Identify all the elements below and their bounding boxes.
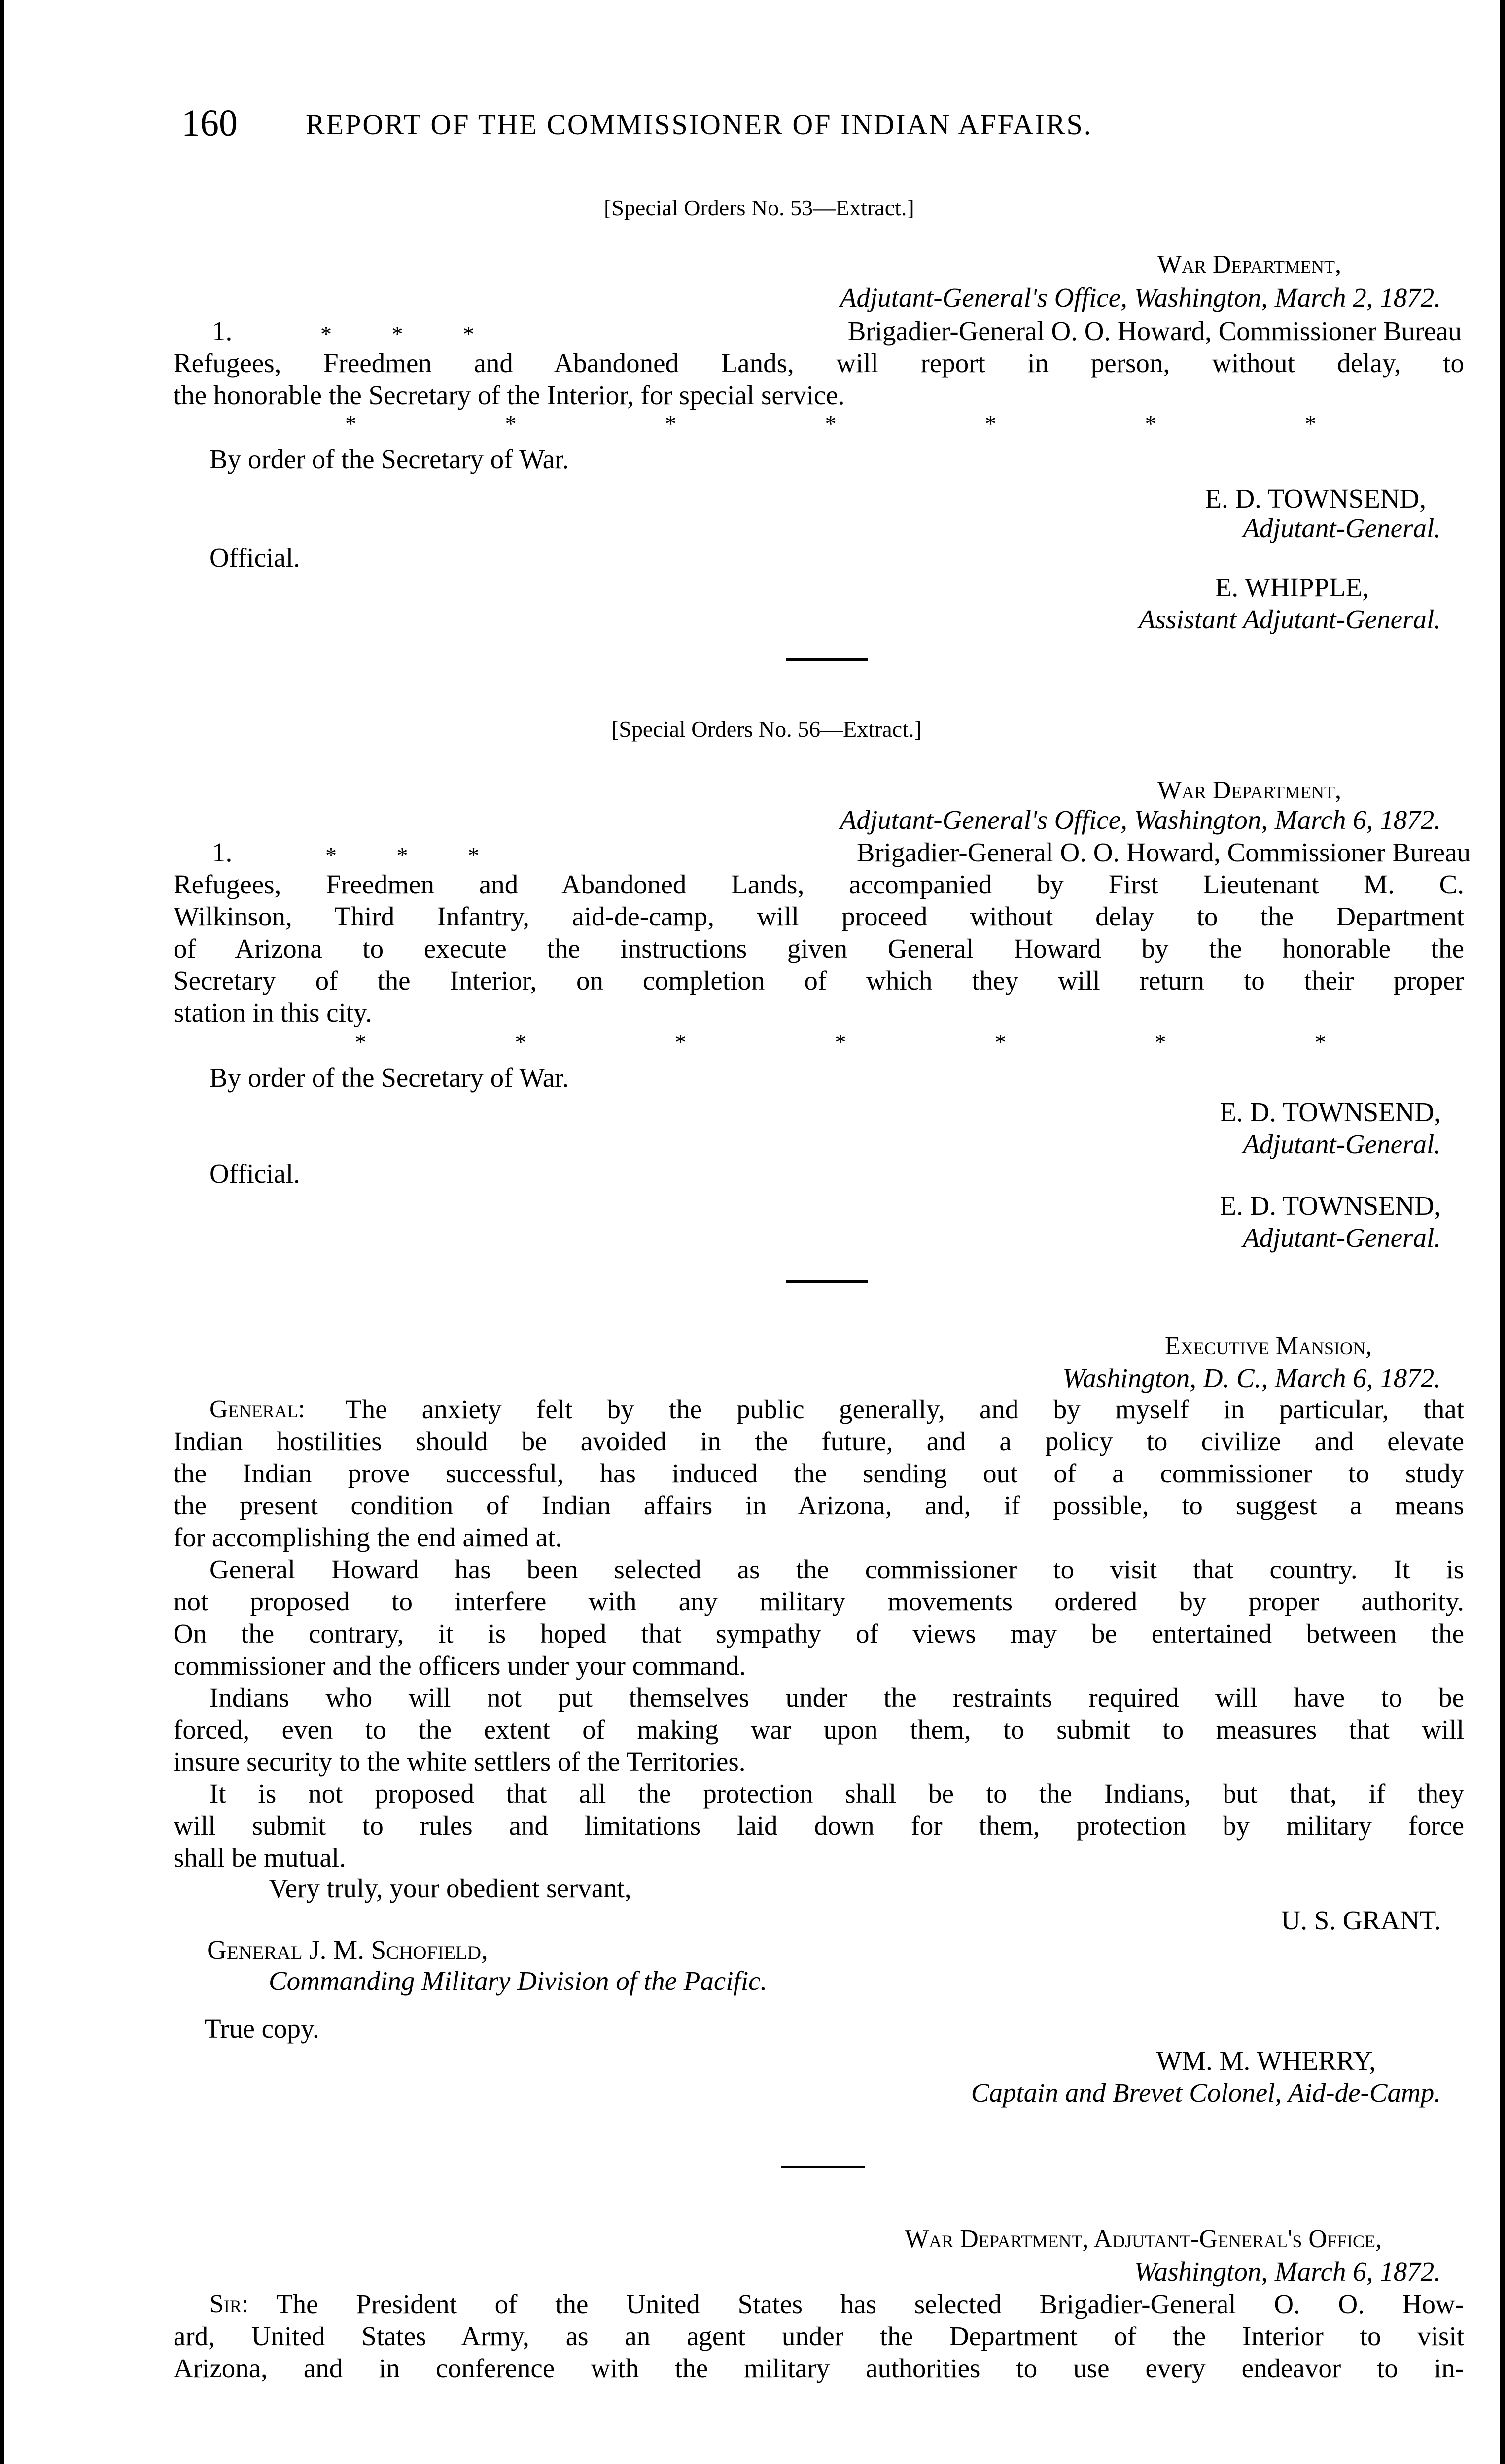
section-divider [781, 2166, 865, 2168]
order1-office: Adjutant-General's Office, Washington, March 2, 1872. [840, 282, 1441, 312]
order2-office: Adjutant-General's Office, Washington, March 6, 1872. [840, 805, 1441, 835]
scan-edge-left [0, 0, 4, 2464]
letter-line-3: the Indian prove successful, has induced the sending out of a commissioner to study [174, 1458, 1464, 1488]
final-heading: War Department, Adjutant-General's Office, [905, 2225, 1382, 2253]
letter-true-copy: True copy. [205, 2014, 319, 2044]
order1-dept: War Department, [1157, 250, 1341, 278]
final-line-3: Arizona, and in conference with the military authorities to use every endeavor to in- [174, 2353, 1464, 2383]
order2-signer-title: Adjutant-General. [1243, 1129, 1441, 1159]
running-title: REPORT OF THE COMMISSIONER OF INDIAN AFFAIRS. [306, 108, 1093, 140]
letter-line-13: It is not proposed that all the protection shall be to the Indians, but that, if they [210, 1779, 1464, 1809]
order1-signer-title: Adjutant-General. [1243, 513, 1441, 543]
order2-star-row: * * * * * * * [355, 1029, 1326, 1055]
letter-place: Executive Mansion, [1165, 1332, 1372, 1360]
order2-official-title: Adjutant-General. [1243, 1223, 1441, 1253]
order1-stars: * * * [320, 321, 474, 346]
order1-line-1: Refugees, Freedmen and Abandoned Lands, will report in person, without delay, to [174, 348, 1464, 378]
letter-copy-signer-title: Captain and Brevet Colonel, Aid-de-Camp. [971, 2078, 1441, 2108]
letter-line-6: General Howard has been selected as the commissioner to visit that country. It is [210, 1554, 1464, 1584]
order2-line-4: Secretary of the Interior, on completion of which they will return to their proper [174, 965, 1464, 995]
final-salutation: Sir: [210, 2290, 249, 2318]
letter-closing: Very truly, your obedient servant, [269, 1873, 631, 1903]
letter-line-2: Indian hostilities should be avoided in the future, and a policy to civilize and elevate [174, 1426, 1464, 1456]
letter-line-5: for accomplishing the end aimed at. [174, 1522, 562, 1552]
letter-line-15: shall be mutual. [174, 1843, 346, 1873]
final-date: Washington, March 6, 1872. [1134, 2257, 1441, 2287]
letter-addressee: General J. M. Schofield, [207, 1935, 488, 1965]
final-line-1: The President of the United States has selected Brigadier-General O. O. How- [276, 2289, 1464, 2319]
letter-copy-signer: WM. M. WHERRY, [1156, 2046, 1376, 2076]
scan-edge-right [1500, 0, 1505, 2464]
order2-line-5: station in this city. [174, 997, 372, 1027]
letter-line-11: forced, even to the extent of making war upon them, to submit to measures that will [174, 1714, 1464, 1745]
order1-caption: [Special Orders No. 53—Extract.] [604, 195, 914, 220]
letter-line-9: commissioner and the officers under your command. [174, 1650, 746, 1680]
order1-item-number: 1. [212, 316, 233, 346]
order2-line-1: Refugees, Freedmen and Abandoned Lands, accompanied by First Lieutenant M. C. [174, 869, 1464, 899]
letter-signer: U. S. GRANT. [1281, 1905, 1441, 1935]
letter-date: Washington, D. C., March 6, 1872. [1062, 1363, 1441, 1393]
letter-line-12: insure security to the white settlers of the Territories. [174, 1746, 746, 1777]
letter-line-1: The anxiety felt by the public generally, and by myself in particular, that [345, 1394, 1464, 1424]
order2-official-signer: E. D. TOWNSEND, [1220, 1191, 1441, 1221]
letter-line-10: Indians who will not put themselves under the restraints required will have to be [210, 1682, 1464, 1712]
order2-official: Official. [210, 1159, 300, 1189]
order1-official: Official. [210, 543, 300, 573]
page-number: 160 [181, 103, 238, 144]
order2-line-2: Wilkinson, Third Infantry, aid-de-camp, will proceed without delay to the Department [174, 901, 1464, 931]
letter-line-8: On the contrary, it is hoped that sympathy of views may be entertained between the [174, 1618, 1464, 1648]
order2-by-order: By order of the Secretary of War. [210, 1062, 569, 1093]
order1-line-2: the honorable the Secretary of the Interior, for special service. [174, 380, 845, 410]
order1-first-text: Brigadier-General O. O. Howard, Commissioner Bureau [847, 316, 1462, 346]
final-line-2: ard, United States Army, as an agent under the Department of the Interior to visit [174, 2321, 1464, 2351]
letter-line-7: not proposed to interfere with any military movements ordered by proper authority. [174, 1586, 1464, 1616]
order1-star-row: * * * * * * * [345, 411, 1316, 436]
section-divider [786, 658, 868, 661]
letter-addressee-title: Commanding Military Division of the Pacific. [269, 1966, 768, 1996]
order2-dept: War Department, [1157, 776, 1341, 804]
order2-signer: E. D. TOWNSEND, [1220, 1097, 1441, 1127]
order2-line-3: of Arizona to execute the instructions given General Howard by the honorable the [174, 933, 1464, 963]
order1-by-order: By order of the Secretary of War. [210, 444, 569, 474]
order1-official-signer: E. WHIPPLE, [1215, 572, 1369, 602]
order2-item-number: 1. [212, 837, 233, 867]
letter-line-4: the present condition of Indian affairs in Arizona, and, if possible, to suggest a means [174, 1490, 1464, 1520]
order2-first-text: Brigadier-General O. O. Howard, Commissioner Bureau [856, 837, 1470, 867]
letter-line-14: will submit to rules and limitations laid down for them, protection by military force [174, 1811, 1464, 1841]
section-divider [786, 1280, 868, 1283]
order1-official-title: Assistant Adjutant-General. [1138, 604, 1441, 634]
order2-stars: * * * [325, 843, 479, 868]
order2-caption: [Special Orders No. 56—Extract.] [611, 717, 922, 742]
letter-salutation: General: [210, 1395, 305, 1423]
order1-signer: E. D. TOWNSEND, [1205, 483, 1426, 513]
